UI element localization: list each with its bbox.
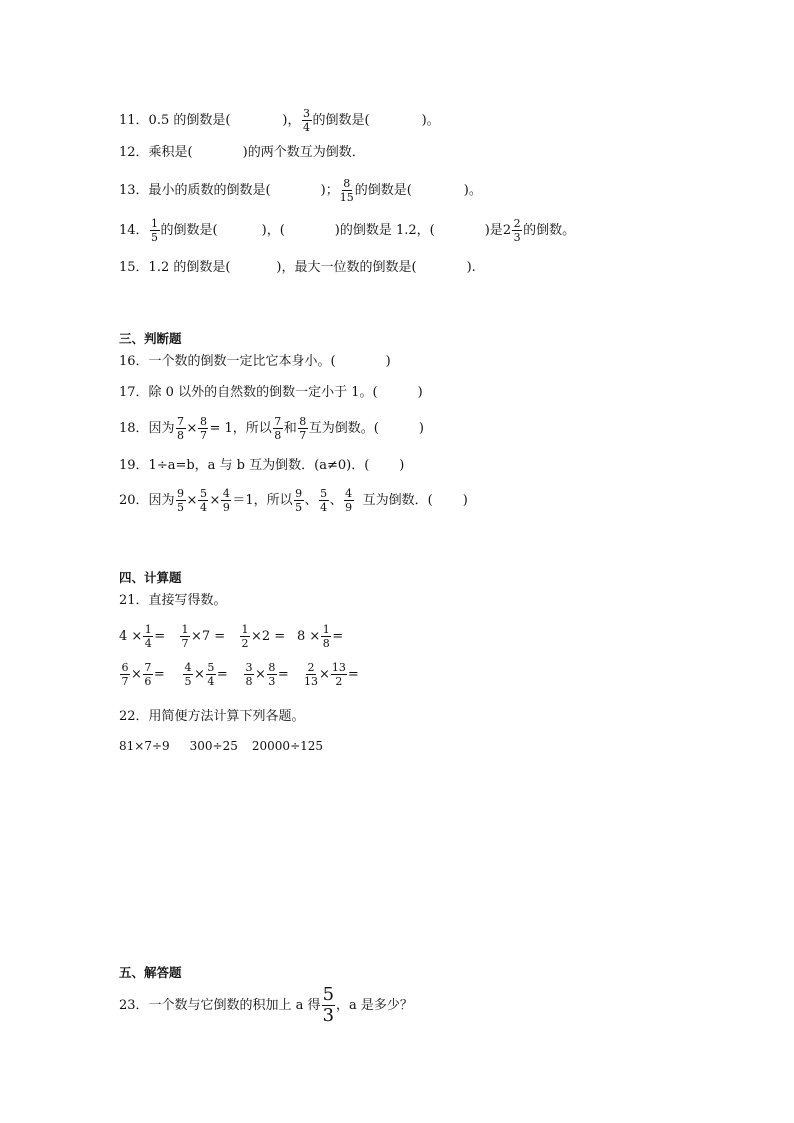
q18-fraction-4: $\frac{8}{7}$ (299, 415, 307, 442)
q15-text-a: 15．1.2 的倒数是( (119, 260, 231, 275)
q11-text-c: 的倒数是( (312, 113, 370, 128)
q21-r2-item-4: $\frac{2}{13}$ × $\frac{13}{2}$ = (304, 661, 359, 688)
q21-r1-item-3: $\frac{1}{2}$ ×2 = (241, 623, 286, 650)
q11-text-a: 11．0.5 的倒数是( (119, 113, 231, 128)
q21-r1-item-4: 8 × $\frac{1}{8}$ = (297, 623, 344, 650)
question-15 (119, 261, 476, 274)
q14-mixed-number: 2 $\frac{2}{3}$ (502, 217, 521, 244)
q21-r2-item-2: $\frac{4}{5}$ × $\frac{5}{4}$ = (184, 661, 228, 688)
q20-sep-2: 、 (329, 493, 343, 508)
q13-text-a: 13．最小的质数的倒数是( (119, 183, 271, 198)
q19-text-b: ) (399, 458, 405, 473)
question-16 (119, 355, 391, 368)
q15-text-b: )，最大一位数的倒数是( (276, 260, 417, 275)
q14-text-c: )，( (261, 223, 285, 238)
q11-text-d: )。 (421, 113, 440, 128)
q21-r2-item-1: $\frac{6}{7}$ × $\frac{7}{6}$ = (121, 661, 165, 688)
q22-expressions (119, 740, 323, 752)
q16-text-a: 16．一个数的倒数一定比它本身小。( (119, 354, 336, 369)
q14-text-f: 的倒数。 (523, 223, 576, 238)
q11-fraction: $\frac{3}{4}$ (303, 107, 310, 134)
q13-text-d: )。 (463, 183, 482, 198)
question-19 (119, 459, 404, 472)
q21-r1-item-1: 4 × $\frac{1}{4}$ = (119, 623, 166, 650)
q20-fraction-1: $\frac{9}{5}$ (177, 487, 185, 514)
q20-fraction-2: $\frac{5}{4}$ (199, 487, 207, 514)
question-20 (119, 488, 468, 513)
q18-times: × (186, 421, 198, 436)
q20-fraction-3: $\frac{4}{9}$ (222, 487, 230, 514)
q14-text-a: 14． (119, 223, 149, 238)
question-18 (119, 416, 424, 441)
question-11 (119, 108, 440, 133)
q20-text-c: 互为倒数．( (362, 493, 433, 508)
q18-text-d: ) (418, 421, 424, 436)
section-4-heading: 四、计算题 (119, 570, 182, 585)
section-5-heading: 五、解答题 (119, 965, 182, 980)
q13-text-b: )； (320, 183, 339, 198)
question-22-title: 22．用简便方法计算下列各题。 (119, 709, 305, 724)
q20-times-1: × (186, 493, 198, 508)
q18-text-a: 18．因为 (119, 421, 175, 436)
q12-text-b: )的两个数互为倒数． (242, 145, 365, 160)
q23-fraction: $\frac{5}{3}$ (322, 984, 335, 1026)
q14-text-d: )的倒数是 1.2，( (334, 223, 435, 238)
q14-text-b: 的倒数是( (160, 223, 218, 238)
q16-text-b: ) (385, 354, 391, 369)
question-21-title: 21．直接写得数。 (119, 593, 227, 608)
q18-text-and: 和 (283, 421, 297, 436)
q20-fraction-6: $\frac{4}{9}$ (345, 487, 353, 514)
q18-text-eq: = 1，所以 (209, 421, 272, 436)
q21-r2-item-3: $\frac{3}{8}$ × $\frac{8}{3}$ = (245, 661, 289, 688)
q22-expr-1: 81×7÷9 (119, 739, 170, 753)
q20-text-d: ) (462, 493, 468, 508)
q13-text-c: 的倒数是( (354, 183, 412, 198)
q14-fraction-1: $\frac{1}{5}$ (151, 217, 159, 244)
q12-text-a: 12．乘积是( (119, 145, 193, 160)
q21-r1-item-2: $\frac{1}{7}$ ×7 = (181, 623, 226, 650)
q15-text-c: ). (466, 260, 476, 275)
q22-expr-3: 20000÷125 (251, 739, 324, 753)
q18-fraction-2: $\frac{8}{7}$ (199, 415, 207, 442)
question-17 (119, 386, 423, 399)
q22-expr-2: 300÷25 (189, 739, 238, 753)
q21-row-1 (119, 624, 357, 649)
q19-text-a: 19．1÷a=b，a 与 b 互为倒数．(a≠0)．( (119, 458, 370, 473)
q18-text-c: 互为倒数。( (308, 421, 379, 436)
q20-times-2: × (209, 493, 221, 508)
q18-fraction-3: $\frac{7}{8}$ (274, 415, 282, 442)
q11-text-b: )， (282, 113, 301, 128)
question-23 (119, 986, 413, 1025)
question-14 (119, 218, 575, 243)
section-3-heading: 三、判断题 (119, 331, 182, 346)
q23-text-b: ，a 是多少？ (336, 998, 413, 1013)
q17-text-b: ) (417, 385, 423, 400)
q20-text-a: 20．因为 (119, 493, 175, 508)
q13-fraction: $\frac{8}{15}$ (339, 177, 354, 204)
q23-text-a: 23．一个数与它倒数的积加上 a 得 (119, 998, 321, 1013)
q18-fraction-1: $\frac{7}{8}$ (177, 415, 185, 442)
q14-text-e: )是 (484, 223, 503, 238)
q17-text-a: 17．除 0 以外的自然数的倒数一定小于 1。( (119, 385, 378, 400)
q20-fraction-5: $\frac{5}{4}$ (320, 487, 328, 514)
q20-sep-1: 、 (304, 493, 318, 508)
q20-fraction-4: $\frac{9}{5}$ (295, 487, 303, 514)
question-13 (119, 178, 482, 203)
question-12 (119, 146, 365, 159)
q21-row-2 (119, 662, 373, 687)
q20-text-eq: ＝1，所以 (232, 493, 293, 508)
